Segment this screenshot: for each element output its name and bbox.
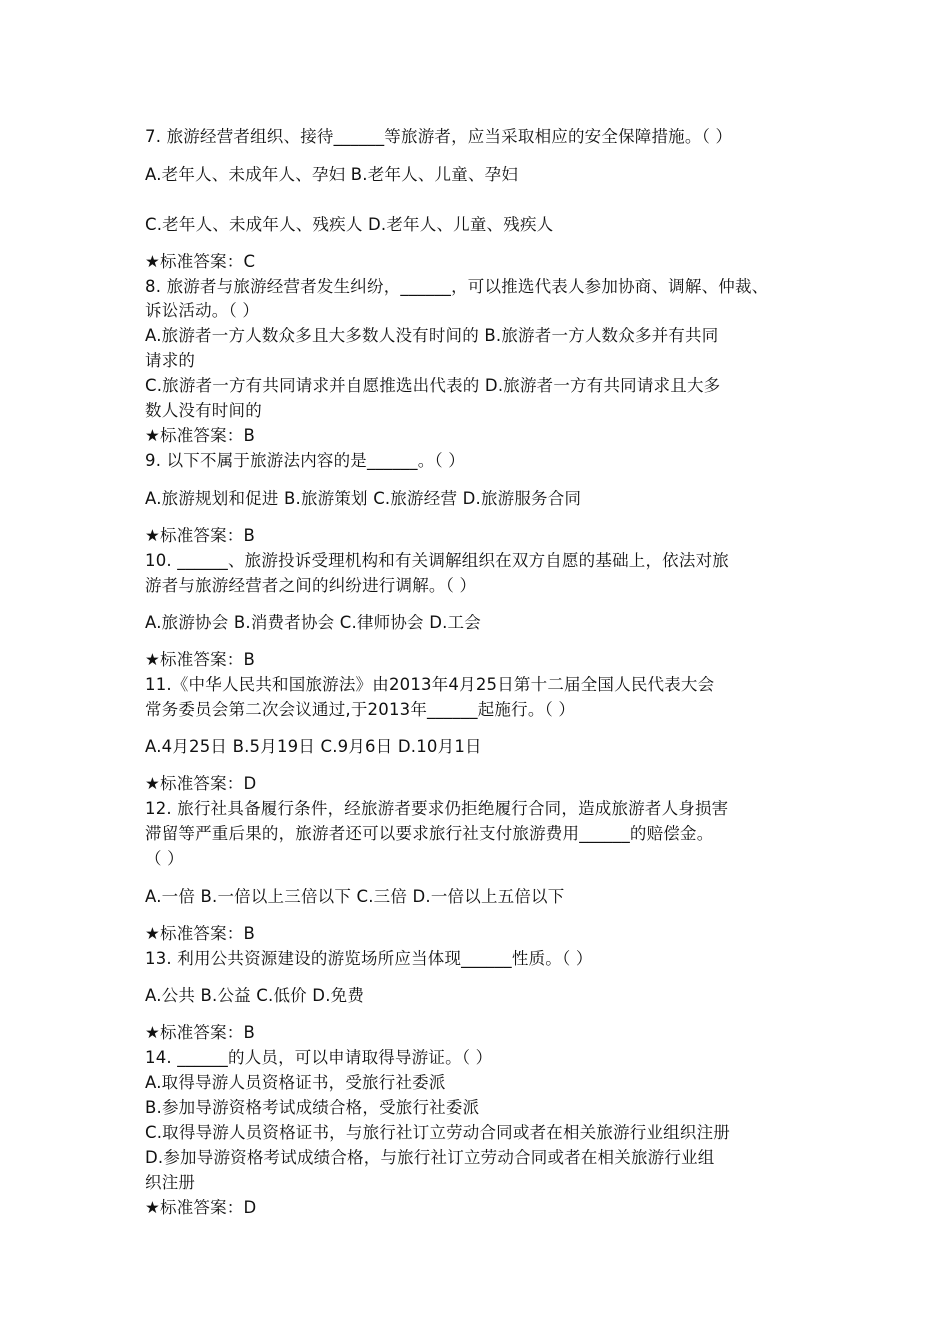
question-13-options: A.公共 B.公益 C.低价 D.免费: [145, 986, 365, 1005]
question-9-answer: ★标准答案：B: [145, 526, 256, 545]
question-8-options-line-1: A.旅游者一方人数众多且大多数人没有时间的 B.旅游者一方人数众多并有共同: [145, 326, 719, 345]
question-10-options: A.旅游协会 B.消费者协会 C.律师协会 D.工会: [145, 613, 481, 632]
question-10-answer: ★标准答案：B: [145, 650, 256, 669]
question-14-answer: ★标准答案：D: [145, 1198, 257, 1217]
question-8-options-line-2: 请求的: [145, 351, 196, 370]
question-11-options: A.4月25日 B.5月19日 C.9月6日 D.10月1日: [145, 737, 482, 756]
question-14-text: 14. ______的人员，可以申请取得导游证。（ ）: [145, 1048, 493, 1067]
question-11-text-line-1: 11.《中华人民共和国旅游法》由2013年4月25日第十二届全国人民代表大会: [145, 675, 715, 694]
question-12-options: A.一倍 B.一倍以上三倍以下 C.三倍 D.一倍以上五倍以下: [145, 887, 565, 906]
question-10-text-line-2: 游者与旅游经营者之间的纠纷进行调解。（ ）: [145, 576, 477, 595]
question-12-answer: ★标准答案：B: [145, 924, 256, 943]
question-8-answer: ★标准答案：B: [145, 426, 256, 445]
question-9-options: A.旅游规划和促进 B.旅游策划 C.旅游经营 D.旅游服务合同: [145, 489, 582, 508]
question-9-text: 9. 以下不属于旅游法内容的是______。（ ）: [145, 451, 465, 470]
question-8-options-line-3: C.旅游者一方有共同请求并自愿推选出代表的 D.旅游者一方有共同请求且大多: [145, 376, 721, 395]
question-12-text-line-3: （ ）: [145, 849, 184, 868]
question-12-text-line-1: 12. 旅行社具备履行条件，经旅游者要求仍拒绝履行合同，造成旅游者人身损害: [145, 799, 729, 818]
question-11-text-line-2: 常务委员会第二次会议通过,于2013年______起施行。（ ）: [145, 700, 576, 719]
question-7-options-line-2: C.老年人、未成年人、残疾人 D.老年人、儿童、残疾人: [145, 215, 554, 234]
question-11-answer: ★标准答案：D: [145, 774, 257, 793]
question-14-option-d-line-1: D.参加导游资格考试成绩合格，与旅行社订立劳动合同或者在相关旅游行业组: [145, 1148, 715, 1167]
question-13-answer: ★标准答案：B: [145, 1023, 256, 1042]
question-7-options-line-1: A.老年人、未成年人、孕妇 B.老年人、儿童、孕妇: [145, 165, 519, 184]
question-8-options-line-4: 数人没有时间的: [145, 401, 262, 420]
question-7-text: 7. 旅游经营者组织、接待______等旅游者，应当采取相应的安全保障措施。（ ）: [145, 127, 733, 146]
question-10-text-line-1: 10. ______、旅游投诉受理机构和有关调解组织在双方自愿的基础上，依法对旅: [145, 551, 729, 570]
question-14-option-b: B.参加导游资格考试成绩合格，受旅行社委派: [145, 1098, 480, 1117]
question-13-text: 13. 利用公共资源建设的游览场所应当体现______性质。（ ）: [145, 949, 593, 968]
question-12-text-line-2: 滞留等严重后果的，旅游者还可以要求旅行社支付旅游费用______的赔偿金。: [145, 824, 714, 843]
question-14-option-a: A.取得导游人员资格证书，受旅行社委派: [145, 1073, 446, 1092]
question-8-text-line-2: 诉讼活动。（ ）: [145, 301, 260, 320]
question-8-text-line-1: 8. 旅游者与旅游经营者发生纠纷，______，可以推选代表人参加协商、调解、仲裁、: [145, 277, 769, 296]
question-14-option-d-line-2: 织注册: [145, 1173, 196, 1192]
question-14-option-c: C.取得导游人员资格证书，与旅行社订立劳动合同或者在相关旅游行业组织注册: [145, 1123, 730, 1142]
question-7-answer: ★标准答案：C: [145, 252, 256, 271]
